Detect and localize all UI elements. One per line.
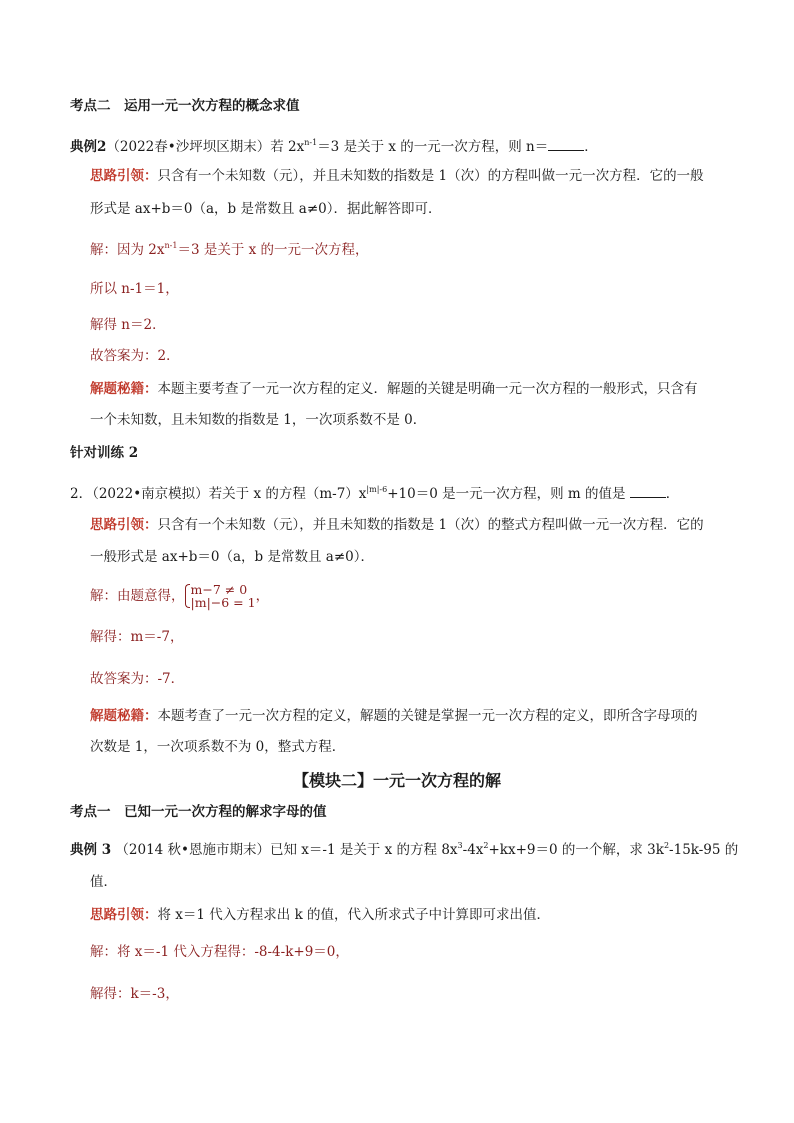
- secret-text: 本题主要考查了一元一次方程的定义．解题的关键是明确一元一次方程的一般形式，只含有: [157, 381, 698, 397]
- solution-system-line: [90, 583, 269, 609]
- hint-label: 思路引领：: [90, 907, 158, 923]
- question-text: +10＝0 是一元一次方程，则 m 的值是: [387, 486, 626, 502]
- example-text: ＝3 是关于 x 的一元一次方程，则 n＝: [317, 139, 549, 155]
- secret-line-2: 次数是 1，一次项系数不为 0，整式方程．: [90, 739, 346, 755]
- example-text: +kx+9＝0 的一个解，求 3k: [488, 842, 664, 858]
- hint-label: 思路引领：: [90, 517, 158, 533]
- solution-line-1: 解：将 x＝-1 代入方程得：-8-4-k+9＝0，: [90, 944, 349, 960]
- hint-line-1: [90, 516, 704, 534]
- example-text: （2014 秋•恩施市期末）已知 x＝-1 是关于 x 的方程 8x: [115, 842, 458, 858]
- hint-label: 思路引领：: [90, 168, 158, 184]
- solution-text: ＝3 是关于 x 的一元一次方程，: [177, 242, 369, 258]
- solution-line-2: 解得：k＝-3，: [90, 986, 179, 1002]
- example-text: -4x: [462, 842, 484, 858]
- exponent: n-1: [304, 138, 318, 147]
- example-label: 典例 3: [70, 842, 112, 858]
- section-heading: 考点二 运用一元一次方程的概念求值: [70, 98, 300, 114]
- answer-blank: [630, 485, 666, 498]
- answer-blank: [548, 138, 584, 151]
- solution-step-2: 解得 n＝2．: [90, 317, 166, 333]
- secret-line-1: [90, 707, 698, 725]
- exponent: 3: [457, 841, 463, 850]
- question-text: 2．（2022•南京模拟）若关于 x 的方程（m-7）x: [70, 486, 367, 502]
- question-text-end: ．: [665, 486, 680, 502]
- hint-text: 将 x＝1 代入方程求出 k 的值，代入所求式子中计算即可求出值．: [157, 907, 551, 923]
- secret-line-2: 一个未知数，且未知数的指数是 1，一次项系数不是 0．: [90, 412, 427, 428]
- question-2: [70, 481, 679, 503]
- hint-line-2: 形式是 ax+b＝0（a，b 是常数且 a≠0）．据此解答即可．: [90, 201, 442, 217]
- example-text: 若 2x: [270, 139, 305, 155]
- example-source: （2022春•沙坪坝区期末）: [106, 139, 271, 155]
- solution-step-1: 所以 n-1＝1，: [90, 281, 179, 297]
- solution-text: 解：由题意得，: [90, 588, 185, 604]
- secret-line-1: [90, 380, 698, 398]
- exponent: n-1: [164, 241, 178, 250]
- solution-step-1: 解得：m＝-7，: [90, 629, 184, 645]
- equation-system: [185, 583, 256, 609]
- module-title: 【模块二】一元一次方程的解: [292, 771, 501, 790]
- hint-text: 只含有一个未知数（元），并且未知数的指数是 1（次）的整式方程叫做一元一次方程．它的: [157, 517, 704, 533]
- exponent: 2: [483, 841, 489, 850]
- answer-line: 故答案为：2．: [90, 348, 180, 364]
- system-line-1: m−7 ≠ 0: [190, 582, 248, 597]
- training-heading: 针对训练 2: [70, 445, 139, 461]
- hint-text: 只含有一个未知数（元），并且未知数的指数是 1（次）的方程叫做一元一次方程．它的一般: [157, 168, 704, 184]
- system-line-2: |m|−6 = 1: [190, 595, 256, 610]
- solution-text: ，: [255, 588, 270, 604]
- solution-line: [90, 237, 369, 259]
- example-2: [70, 134, 598, 156]
- secret-label: 解题秘籍：: [90, 381, 158, 397]
- secret-text: 本题考查了一元一次方程的定义，解题的关键是掌握一元一次方程的定义，即所含字母项的: [157, 708, 698, 724]
- section-heading: 考点一 已知一元一次方程的解求字母的值: [70, 804, 327, 820]
- hint-line-2: 一般形式是 ax+b＝0（a，b 是常数且 a≠0）．: [90, 549, 374, 565]
- exponent: |m|-6: [366, 485, 388, 494]
- secret-label: 解题秘籍：: [90, 708, 158, 724]
- answer-line: 故答案为：-7．: [90, 671, 185, 687]
- example-text-end: ．: [584, 139, 598, 155]
- example-text: -15k-95 的: [669, 842, 739, 858]
- solution-text: 解：因为 2x: [90, 242, 165, 258]
- exponent: 2: [663, 841, 670, 850]
- hint-line-1: [90, 167, 704, 185]
- example-3-continued: 值．: [90, 874, 117, 890]
- hint-line-1: [90, 906, 550, 924]
- example-label: 典例2: [70, 139, 107, 155]
- example-3: [70, 837, 738, 859]
